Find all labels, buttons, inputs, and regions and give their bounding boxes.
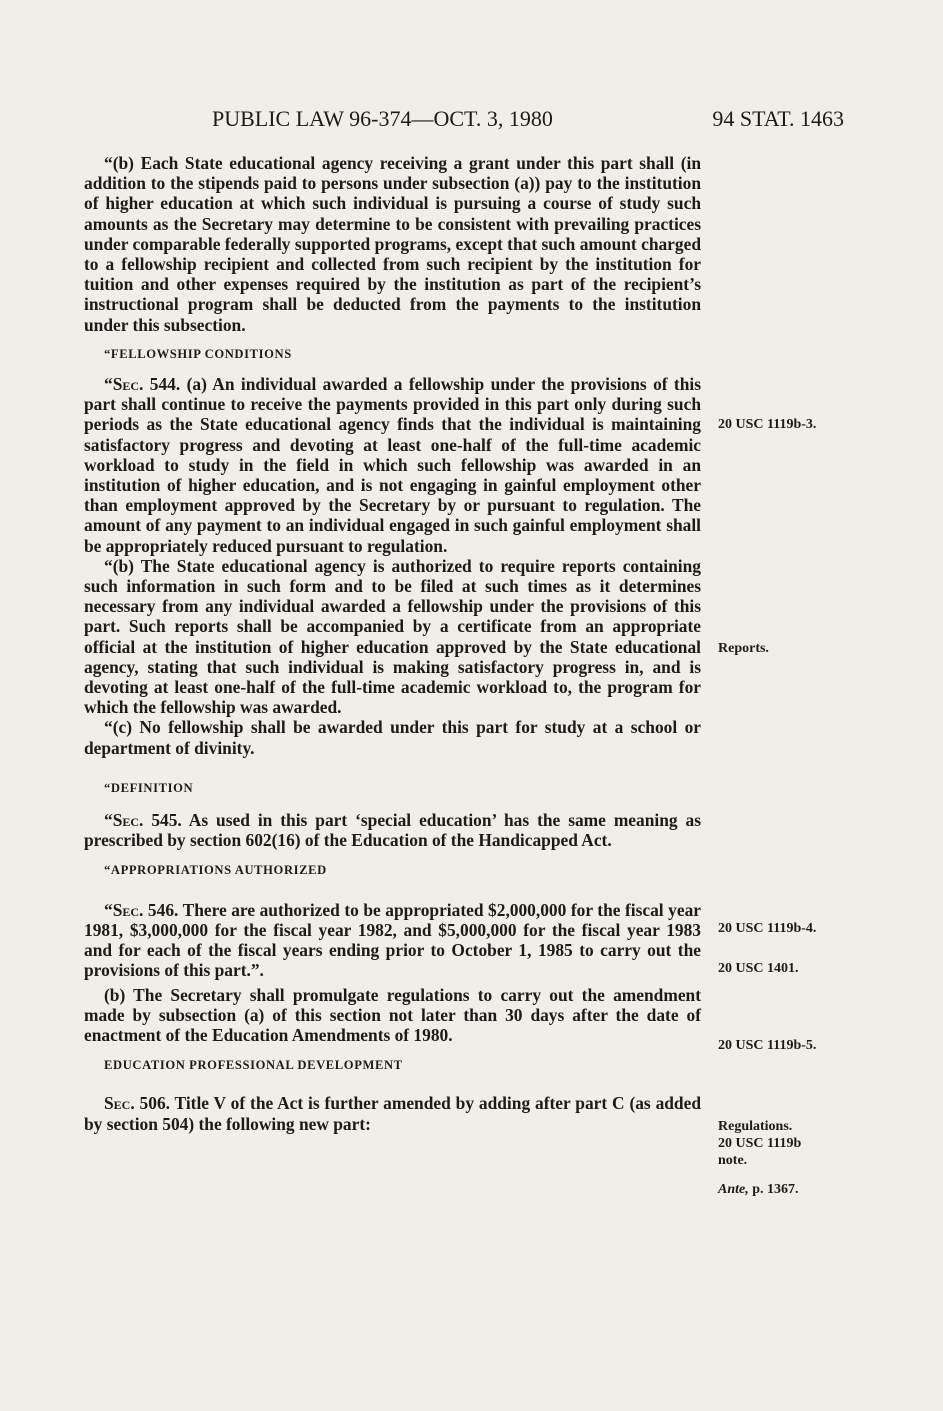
- paragraph-subsection-b-grant: “(b) Each State educational agency receiving a grant under this part shall (in addition to the stipends paid to persons under subsection (a)) pay to the institution of higher education at which such individual is pursuing a course of study such amounts as the Secretary may determine to be consistent with prevailing practices under comparable federally supported programs, except that such amount charged to a fellowship recipient and collected from such recipient by the institution for tuition and other expenses required by the institution as part of the recipient’s instructional program shall be deducted from the payments to the institution under this subsection.: [84, 153, 701, 335]
- note-20-usc-1401: 20 USC 1401.: [718, 961, 799, 976]
- note-regulations: Regulations.: [718, 1119, 793, 1134]
- note-ante: Ante, p. 1367.: [718, 1182, 799, 1197]
- heading-education-professional-development: EDUCATION PROFESSIONAL DEVELOPMENT: [104, 1058, 403, 1073]
- paragraph-sec-545: “Sec. 545. As used in this part ‘special education’ has the same meaning as prescribed by section 602(16) of the Education of the Handicapped Act.: [84, 810, 701, 851]
- note-20-usc-1119b: 20 USC 1119b: [718, 1136, 802, 1151]
- note-20-usc-1119b-5: 20 USC 1119b-5.: [718, 1038, 817, 1053]
- paragraph-regulations: (b) The Secretary shall promulgate regulations to carry out the amendment made by subsection (a) of this section not later than 30 days after the date of enactment of the Education Amendments of 1980.: [84, 984, 701, 1045]
- paragraph-reports: “(b) The State educational agency is authorized to require reports containing such information in such form and to be filed at such times as it determines necessary from any individual awarded a fellowship under the provisions of this part. Such reports shall be accompanied by a certificate from an appropriate official at the institution of higher education approved by the State educational agency, stating that such individual is making satisfactory progress in, and is devoting at least one-half of the full-time academic workload to, the program for which the fellowship was awarded.: [84, 555, 701, 718]
- heading-appropriations: “APPROPRIATIONS AUTHORIZED: [104, 862, 327, 877]
- body-text: [84, 153, 701, 1134]
- heading-definition: “DEFINITION: [104, 780, 194, 795]
- law-title: PUBLIC LAW 96-374—OCT. 3, 1980: [212, 106, 553, 131]
- paragraph-sec-544: “Sec. 544. (a) An individual awarded a fellowship under the provisions of this part shall continue to receive the payments provided in this part only during such periods as the State educational agency finds that the individual is maintaining satisfactory progress and devoting at least one-half of the full-time academic workload to study in the field in which such fellowship was awarded in an institution of higher education, and is not engaging in gainful employment other than employment approved by the Secretary by or pursuant to regulation. The amount of any payment to an individual engaged in such gainful employment shall be appropriately reduced pursuant to regulation.: [84, 374, 701, 556]
- note-note: note.: [718, 1153, 748, 1168]
- note-20-usc-1119b-4: 20 USC 1119b-4.: [718, 921, 817, 936]
- statute-page: 94 STAT. 1463: [712, 106, 844, 131]
- paragraph-sec-546: “Sec. 546. There are authorized to be appropriated $2,000,000 for the fiscal year 1981, $3,000,000 for the fiscal year 1982, and $5,000,000 for the fiscal year 1983 and for each of the fiscal years ending prior to October 1, 1985 to carry out the provisions of this part.”.: [84, 899, 701, 981]
- note-20-usc-1119b-3: 20 USC 1119b-3.: [718, 417, 817, 432]
- paragraph-sec-506: Sec. 506. Title V of the Act is further amended by adding after part C (as added by section 504) the following new part:: [84, 1093, 701, 1134]
- note-reports: Reports.: [718, 641, 769, 656]
- page-header: [84, 106, 844, 136]
- heading-fellowship-conditions: “FELLOWSHIP CONDITIONS: [104, 346, 292, 361]
- paragraph-divinity: “(c) No fellowship shall be awarded under this part for study at a school or department of divinity.: [84, 717, 701, 758]
